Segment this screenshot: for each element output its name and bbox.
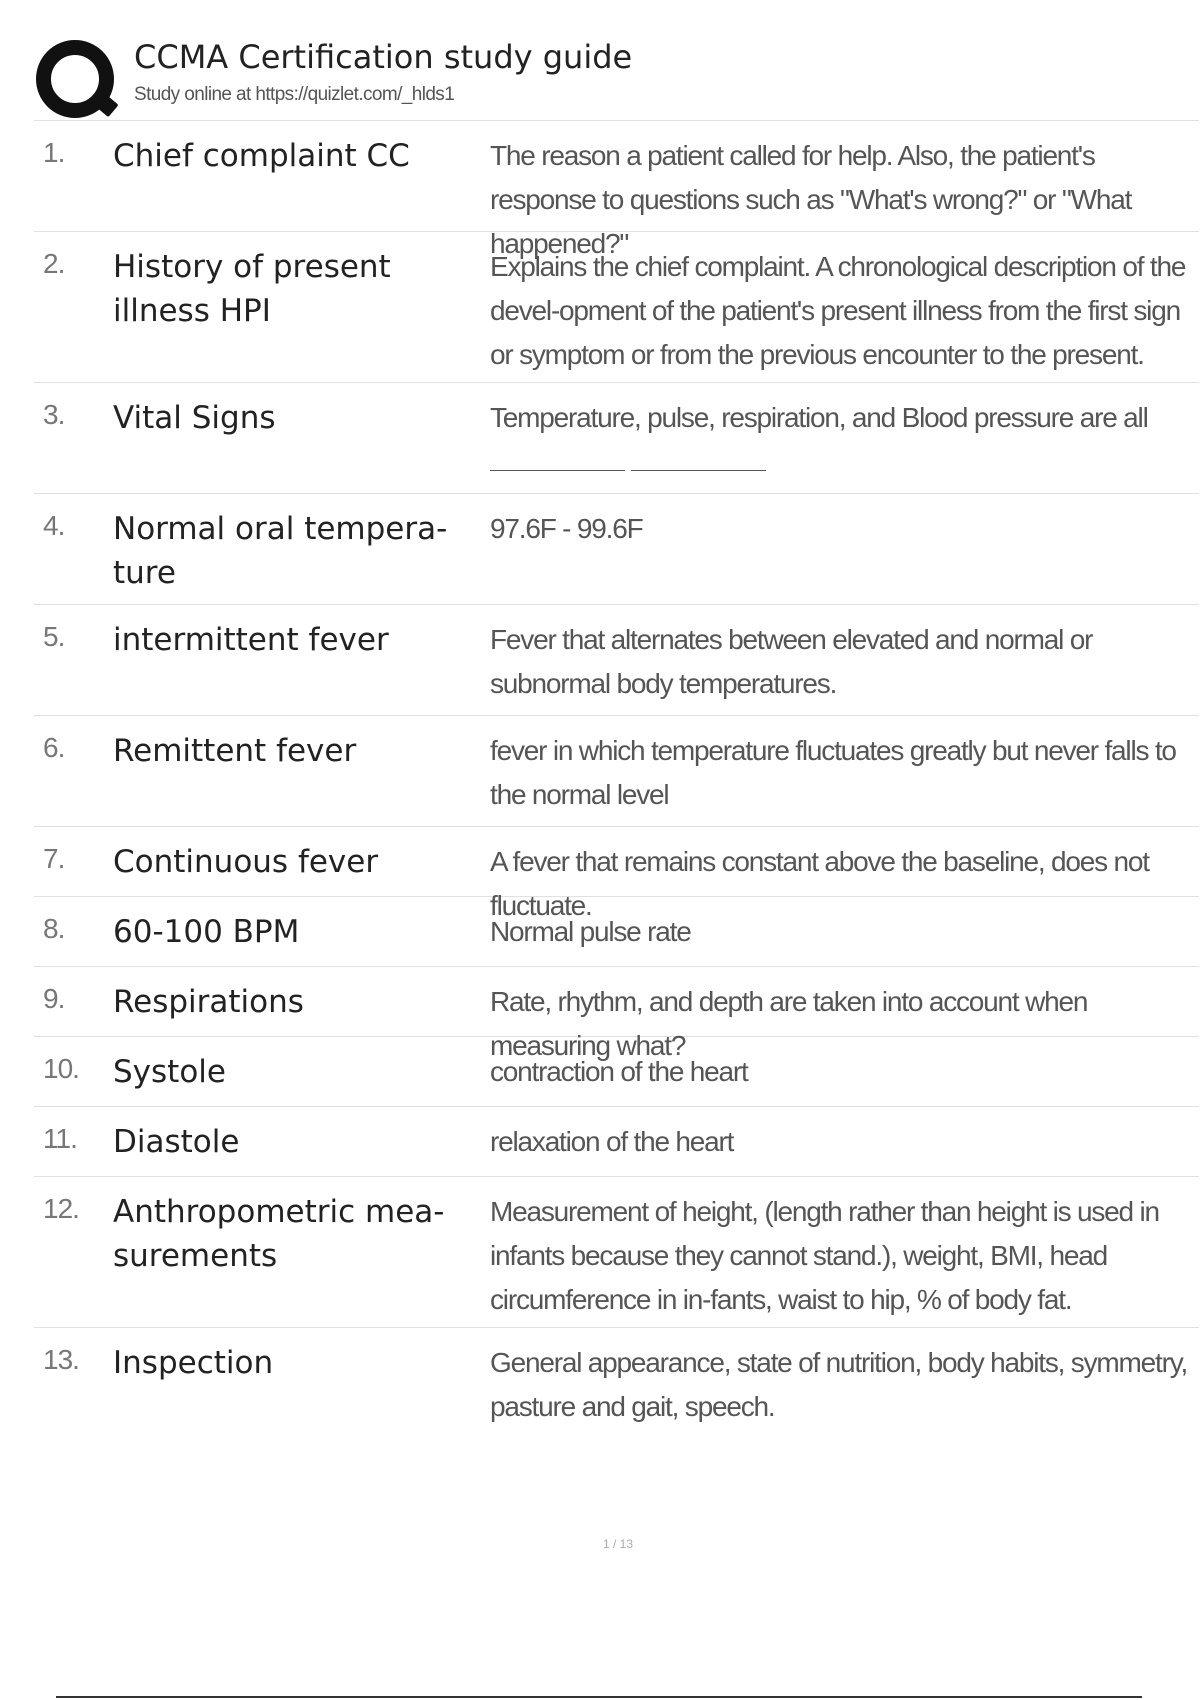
card-row <box>34 1177 1199 1328</box>
card-row <box>34 897 1199 967</box>
document-title: CCMA Certification study guide <box>134 38 633 76</box>
document-header <box>34 32 1199 121</box>
card-definition: Explains the chief complaint. A chronological description of the devel-opment of the patient's present illness from the first sign or symptom or from the previous encounter to the present. <box>490 251 1186 370</box>
card-number: 3. <box>43 399 65 430</box>
card-term: Inspection <box>113 1345 274 1381</box>
card-term: Systole <box>113 1054 226 1090</box>
card-term: intermittent fever <box>113 622 389 658</box>
card-number: 13. <box>43 1344 79 1375</box>
card-row <box>34 383 1199 494</box>
card-definition: relaxation of the heart <box>490 1126 734 1157</box>
card-row <box>34 1328 1199 1439</box>
card-definition: Normal pulse rate <box>490 916 691 947</box>
card-definition: contraction of the heart <box>490 1056 748 1087</box>
card-term: 60-100 BPM <box>113 914 300 950</box>
card-definition: Temperature, pulse, respiration, and Blood pressure are all <box>490 402 1148 433</box>
blank-line <box>631 448 766 471</box>
card-number: 11. <box>43 1123 77 1154</box>
card-number: 7. <box>43 843 65 874</box>
fill-in-blank <box>490 440 1195 484</box>
card-row <box>34 494 1199 605</box>
card-term: History of present illness HPI <box>113 249 391 329</box>
page-number: 1 / 13 <box>603 1537 634 1551</box>
card-definition: 97.6F - 99.6F <box>490 513 643 544</box>
flashcard-list <box>34 121 1199 1439</box>
card-definition: fever in which temperature fluctuates greatly but never falls to the normal level <box>490 735 1176 810</box>
card-term: Vital Signs <box>113 400 276 436</box>
card-definition: General appearance, state of nutrition, body habits, symmetry, pasture and gait, speech. <box>490 1347 1188 1422</box>
card-number: 12. <box>43 1193 79 1224</box>
card-term: Continuous fever <box>113 844 379 880</box>
card-number: 10. <box>43 1053 79 1084</box>
card-term: Respirations <box>113 984 304 1020</box>
card-definition: Fever that alternates between elevated and normal or subnormal body temperatures. <box>490 624 1093 699</box>
card-number: 4. <box>43 510 65 541</box>
card-term: Remittent fever <box>113 733 357 769</box>
card-number: 6. <box>43 732 65 763</box>
card-term: Chief complaint CC <box>113 138 410 174</box>
card-row <box>34 1107 1199 1177</box>
blank-line <box>490 448 625 471</box>
card-number: 8. <box>43 913 65 944</box>
footer-divider <box>56 1696 1142 1698</box>
card-row <box>34 827 1199 921</box>
card-term: Anthropometric mea-surements <box>113 1194 445 1274</box>
card-number: 9. <box>43 983 65 1014</box>
card-definition: Measurement of height, (length rather than height is used in infants because they cannot stand.), weight, BMI, head circumference in in-fants, waist to hip, % of body fat. <box>490 1196 1159 1315</box>
card-definition: Rate, rhythm, and depth are taken into account when measuring what? <box>490 986 1088 1061</box>
card-row <box>34 716 1199 827</box>
card-definition: A fever that remains constant above the baseline, does not fluctuate. <box>490 846 1149 921</box>
card-row <box>34 232 1199 383</box>
card-row <box>34 121 1199 259</box>
card-row <box>34 605 1199 716</box>
card-number: 5. <box>43 621 65 652</box>
card-definition-wrap <box>490 396 1195 484</box>
card-term: Normal oral tempera-ture <box>113 511 448 591</box>
card-definition: The reason a patient called for help. Also, the patient's response to questions such as "What's wrong?" or "What happened?" <box>490 140 1132 259</box>
study-url: Study online at https://quizlet.com/_hlds1 <box>134 84 455 105</box>
card-row <box>34 967 1199 1061</box>
card-row <box>34 1037 1199 1107</box>
card-term: Diastole <box>113 1124 240 1160</box>
card-number: 1. <box>43 137 65 168</box>
card-number: 2. <box>43 248 65 279</box>
